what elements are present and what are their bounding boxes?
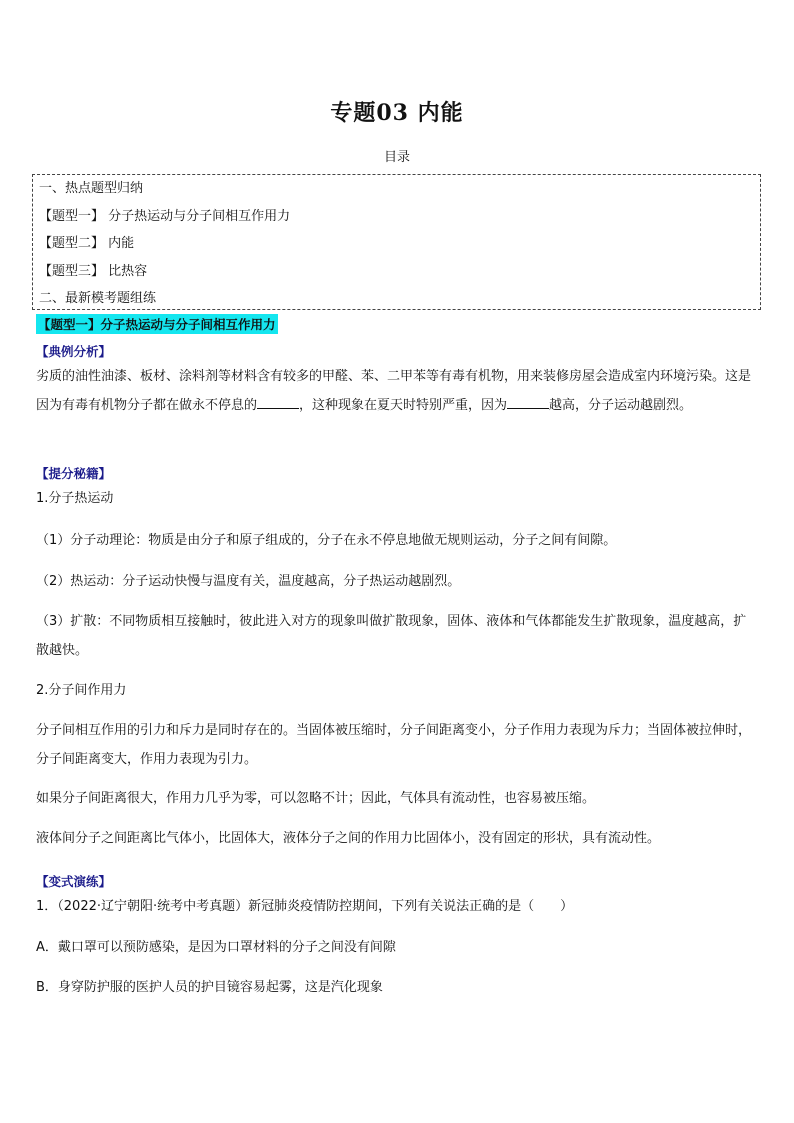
toc-item[interactable]: 【题型三】 比热容 <box>39 264 148 279</box>
tips-heading: 【提分秘籍】 <box>36 466 112 481</box>
example-text-2: ，这种现象在夏天时特别严重，因为 <box>299 398 508 413</box>
tips-subheading-1: 1.分子热运动 <box>36 491 114 506</box>
tips-paragraph: （1）分子动理论：物质是由分子和原子组成的，分子在永不停息地做无规则运动，分子之间有间隙。 <box>36 533 617 548</box>
example-text-1: 劣质的油性油漆、板材、涂料剂等材料含有较多的甲醛、苯、二甲苯等有毒有机物，用来装修房屋会造成室内环境污染。这是因为有毒有机物分子都在做永不停息的 <box>36 369 752 413</box>
example-heading: 【典例分析】 <box>36 344 112 359</box>
section-heading: 【题型一】分子热运动与分子间相互作用力 <box>36 314 278 334</box>
option-b[interactable]: B．身穿防护服的医护人员的护目镜容易起雾，这是汽化现象 <box>36 980 383 995</box>
example-paragraph <box>36 362 758 420</box>
option-a[interactable]: A．戴口罩可以预防感染，是因为口罩材料的分子之间没有间隙 <box>36 940 396 955</box>
tips-paragraph: （2）热运动：分子运动快慢与温度有关，温度越高，分子热运动越剧烈。 <box>36 574 461 589</box>
tips-subheading-2: 2.分子间作用力 <box>36 683 127 698</box>
table-of-contents <box>32 174 761 310</box>
toc-item[interactable]: 二、最新模考题组练 <box>39 291 157 306</box>
toc-item[interactable]: 【题型二】 内能 <box>39 236 135 251</box>
tips-paragraph: 液体间分子之间距离比气体小，比固体大，液体分子之间的作用力比固体小，没有固定的形状，具有流动性。 <box>36 831 661 846</box>
question-1: 1．（2022·辽宁朝阳·统考中考真题）新冠肺炎疫情防控期间，下列有关说法正确的是（ ） <box>36 899 574 914</box>
toc-label: 目录 <box>383 150 410 165</box>
toc-item[interactable]: 【题型一】 分子热运动与分子间相互作用力 <box>39 209 291 224</box>
tips-paragraph: 分子间相互作用的引力和斥力是同时存在的。当固体被压缩时，分子间距离变小，分子作用力表现为斥力；当固体被拉伸时，分子间距离变大，作用力表现为引力。 <box>36 723 752 767</box>
toc-item[interactable]: 一、热点题型归纳 <box>39 181 144 196</box>
answer-blank-2[interactable] <box>507 396 549 409</box>
answer-blank-1[interactable] <box>257 396 299 409</box>
practice-heading: 【变式演练】 <box>36 874 112 889</box>
document-title: 专题03 内能 <box>330 100 464 126</box>
tips-paragraph: 如果分子间距离很大，作用力几乎为零，可以忽略不计；因此，气体具有流动性，也容易被压缩。 <box>36 791 596 806</box>
example-text-3: 越高，分子运动越剧烈。 <box>549 398 693 413</box>
tips-paragraph: （3）扩散：不同物质相互接触时，彼此进入对方的现象叫做扩散现象，固体、液体和气体都能发生扩散现象，温度越高，扩散越快。 <box>36 614 747 658</box>
